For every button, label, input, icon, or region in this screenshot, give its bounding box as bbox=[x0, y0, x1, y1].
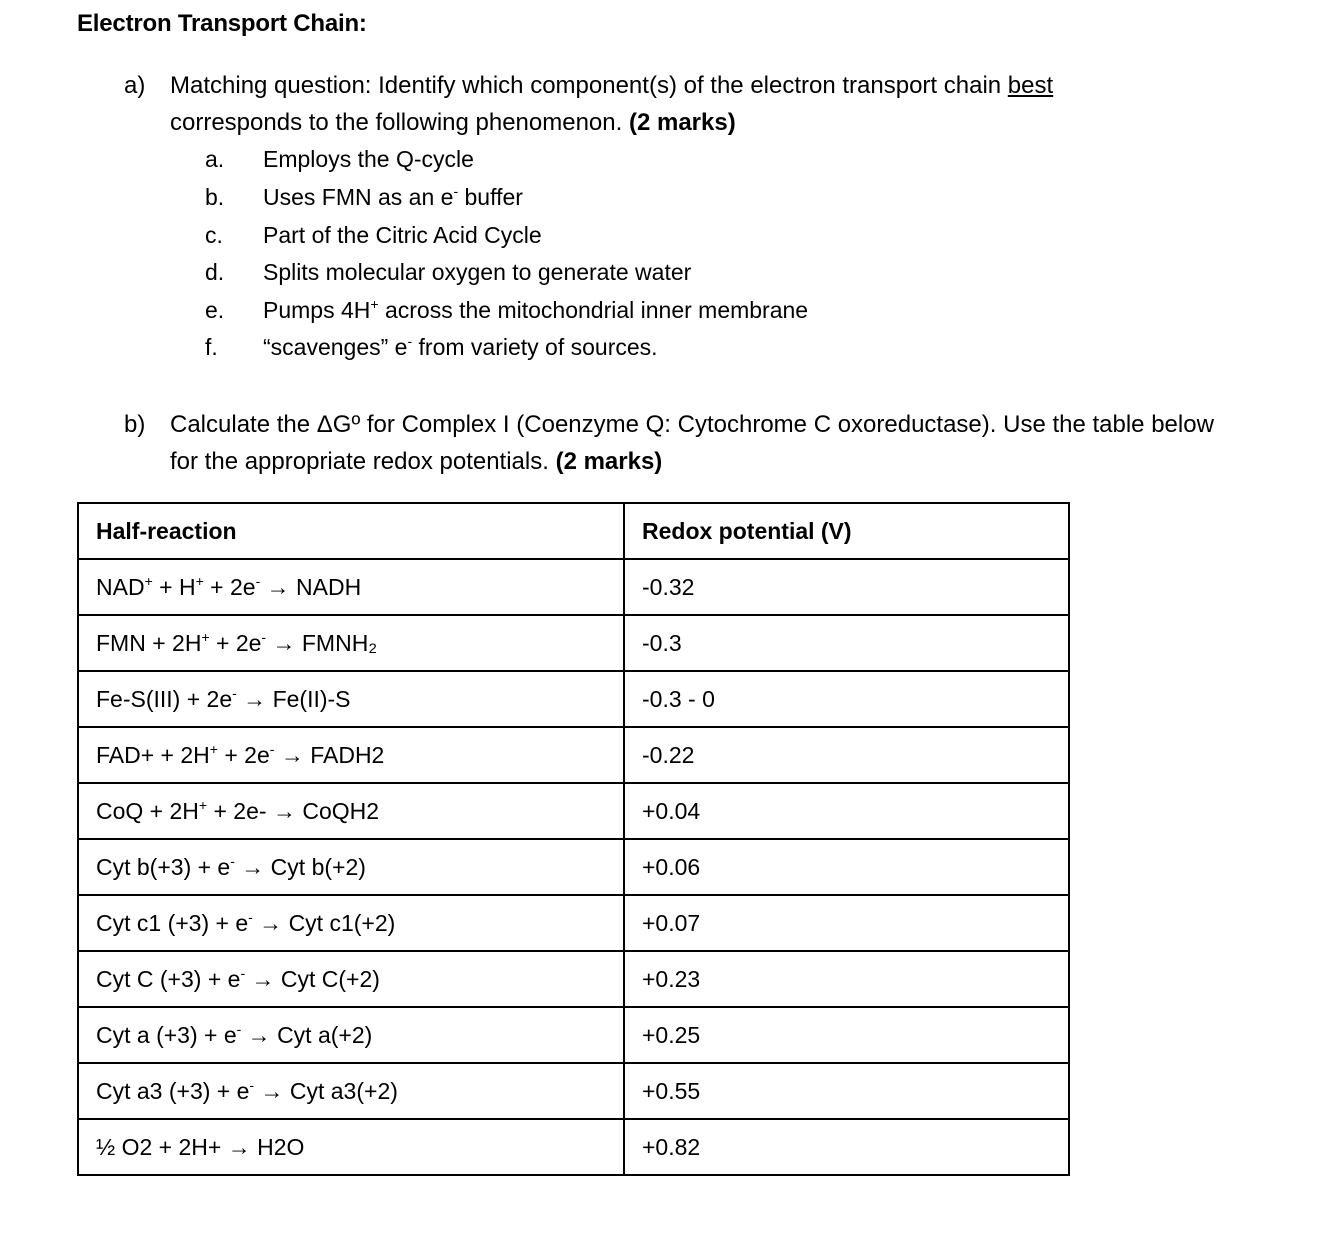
part-a-emphasis: best bbox=[1007, 72, 1054, 99]
part-a-line-2 bbox=[170, 104, 736, 141]
redox-table bbox=[77, 502, 1070, 1176]
item-letter: a. bbox=[205, 146, 225, 172]
reaction-part: + H bbox=[152, 573, 196, 600]
item-letter: b. bbox=[205, 184, 225, 210]
redox-potential-cell: +0.04 bbox=[624, 783, 1069, 839]
item-text: Part of the Citric Acid Cycle bbox=[263, 222, 542, 248]
item-letter: d. bbox=[205, 259, 225, 285]
part-b-marks: (2 marks) bbox=[555, 448, 663, 475]
reaction-part: Cyt a (+3) + e bbox=[96, 1021, 237, 1048]
reaction-part: → Fe(II)-S bbox=[236, 685, 351, 712]
reaction-part: → Cyt b(+2) bbox=[234, 853, 366, 880]
page-title: Electron Transport Chain: bbox=[77, 10, 367, 37]
redox-potential-cell: -0.32 bbox=[624, 559, 1069, 615]
half-reaction-cell bbox=[78, 727, 624, 783]
part-a-marks: (2 marks) bbox=[628, 109, 736, 136]
table-row bbox=[78, 895, 1069, 951]
part-b-line-2-text: for the appropriate redox potentials. bbox=[170, 448, 556, 475]
part-b-line-2 bbox=[170, 443, 662, 480]
half-reaction-cell bbox=[78, 1119, 624, 1175]
redox-potential-cell: -0.22 bbox=[624, 727, 1069, 783]
redox-potential-cell: +0.07 bbox=[624, 895, 1069, 951]
reaction-part: Cyt a3 (+3) + e bbox=[96, 1077, 250, 1104]
reaction-part: Fe-S(III) + 2e bbox=[96, 685, 233, 712]
reaction-part: + 2e bbox=[203, 573, 256, 600]
table-row bbox=[78, 783, 1069, 839]
table-header-row bbox=[78, 503, 1069, 559]
reaction-sup: + bbox=[195, 572, 204, 589]
reaction-part: → NADH bbox=[260, 573, 362, 600]
reaction-sup: - bbox=[261, 628, 267, 645]
half-reaction-cell bbox=[78, 615, 624, 671]
redox-potential-cell: +0.55 bbox=[624, 1063, 1069, 1119]
table-row bbox=[78, 727, 1069, 783]
reaction-sup: - bbox=[236, 1020, 242, 1037]
half-reaction-cell bbox=[78, 1063, 624, 1119]
reaction-part: + 2e- → CoQH2 bbox=[207, 797, 380, 824]
table-row bbox=[78, 1063, 1069, 1119]
item-text-post: buffer bbox=[458, 184, 523, 210]
reaction-sup: - bbox=[249, 1076, 255, 1093]
reaction-part: Cyt c1 (+3) + e bbox=[96, 909, 249, 936]
reaction-sup: + bbox=[198, 796, 208, 813]
reaction-sup: - bbox=[230, 852, 235, 869]
reaction-part: ½ O2 + 2H+ → H2O bbox=[96, 1133, 305, 1160]
item-letter: c. bbox=[205, 222, 223, 248]
reaction-sup: + bbox=[201, 628, 210, 645]
item-text-sup: - bbox=[453, 183, 459, 199]
header-redox-potential: Redox potential (V) bbox=[624, 503, 1069, 559]
item-text-pre: “scavenges” e bbox=[263, 334, 408, 360]
header-half-reaction: Half-reaction bbox=[78, 503, 624, 559]
reaction-sup: - bbox=[232, 684, 237, 701]
reaction-sup: - bbox=[240, 964, 246, 981]
reaction-part: Cyt C (+3) + e bbox=[96, 965, 241, 992]
redox-potential-cell: +0.25 bbox=[624, 1007, 1069, 1063]
reaction-sup: - bbox=[255, 572, 261, 589]
part-b-line-1: Calculate the ΔGº for Complex I (Coenzyme Q: Cytochrome C oxoreductase). Use the table below bbox=[170, 411, 1214, 438]
half-reaction-cell bbox=[78, 895, 624, 951]
table-row bbox=[78, 951, 1069, 1007]
redox-potential-cell: +0.82 bbox=[624, 1119, 1069, 1175]
item-text: Splits molecular oxygen to generate water bbox=[263, 259, 692, 285]
half-reaction-cell bbox=[78, 951, 624, 1007]
redox-potential-cell: +0.06 bbox=[624, 839, 1069, 895]
table-row bbox=[78, 839, 1069, 895]
reaction-sup: + bbox=[144, 572, 153, 589]
reaction-part: → Cyt a(+2) bbox=[241, 1021, 373, 1048]
reaction-part: NAD bbox=[96, 573, 145, 600]
half-reaction-cell bbox=[78, 839, 624, 895]
table-row bbox=[78, 671, 1069, 727]
reaction-part: → Cyt a3(+2) bbox=[254, 1077, 398, 1104]
reaction-part: FMN + 2H bbox=[96, 629, 202, 656]
half-reaction-cell bbox=[78, 559, 624, 615]
part-a-line-1-text: Matching question: Identify which component(s) of the electron transport chain bbox=[170, 72, 1008, 99]
item-text-post: from variety of sources. bbox=[412, 334, 658, 360]
reaction-part: → Cyt C(+2) bbox=[245, 965, 380, 992]
table-row bbox=[78, 1119, 1069, 1175]
reaction-part: FAD+ + 2H bbox=[96, 741, 210, 768]
reaction-sup: - bbox=[248, 908, 253, 925]
redox-potential-cell: -0.3 - 0 bbox=[624, 671, 1069, 727]
table-row bbox=[78, 559, 1069, 615]
reaction-part: + 2e bbox=[209, 629, 262, 656]
part-a-label: a) bbox=[124, 72, 146, 99]
reaction-part: → Cyt c1(+2) bbox=[252, 909, 396, 936]
redox-potential-cell: -0.3 bbox=[624, 615, 1069, 671]
part-a-line-2-text: corresponds to the following phenomenon. bbox=[170, 109, 629, 136]
part-a-line-1 bbox=[170, 67, 1053, 104]
item-letter: f. bbox=[205, 334, 218, 360]
reaction-part: Cyt b(+3) + e bbox=[96, 853, 231, 880]
item-text bbox=[263, 292, 808, 329]
item-text-pre: Uses FMN as an e bbox=[263, 184, 454, 210]
reaction-part: + 2e bbox=[217, 741, 270, 768]
reaction-sup: + bbox=[209, 740, 218, 757]
half-reaction-cell bbox=[78, 671, 624, 727]
table-row bbox=[78, 1007, 1069, 1063]
item-text-sup: + bbox=[370, 296, 379, 312]
half-reaction-cell bbox=[78, 1007, 624, 1063]
item-text-post: across the mitochondrial inner membrane bbox=[378, 297, 809, 323]
item-text bbox=[263, 179, 523, 216]
item-text-sup: - bbox=[407, 333, 413, 349]
redox-potential-cell: +0.23 bbox=[624, 951, 1069, 1007]
reaction-part: CoQ + 2H bbox=[96, 797, 199, 824]
reaction-part: → FMNH₂ bbox=[266, 629, 378, 656]
half-reaction-cell bbox=[78, 783, 624, 839]
item-text-pre: Pumps 4H bbox=[263, 297, 371, 323]
reaction-part: → FADH2 bbox=[274, 741, 385, 768]
item-letter: e. bbox=[205, 297, 225, 323]
part-b-label: b) bbox=[124, 411, 146, 438]
item-text: Employs the Q-cycle bbox=[263, 146, 474, 172]
reaction-sup: - bbox=[269, 740, 275, 757]
table-row bbox=[78, 615, 1069, 671]
item-text bbox=[263, 329, 658, 366]
